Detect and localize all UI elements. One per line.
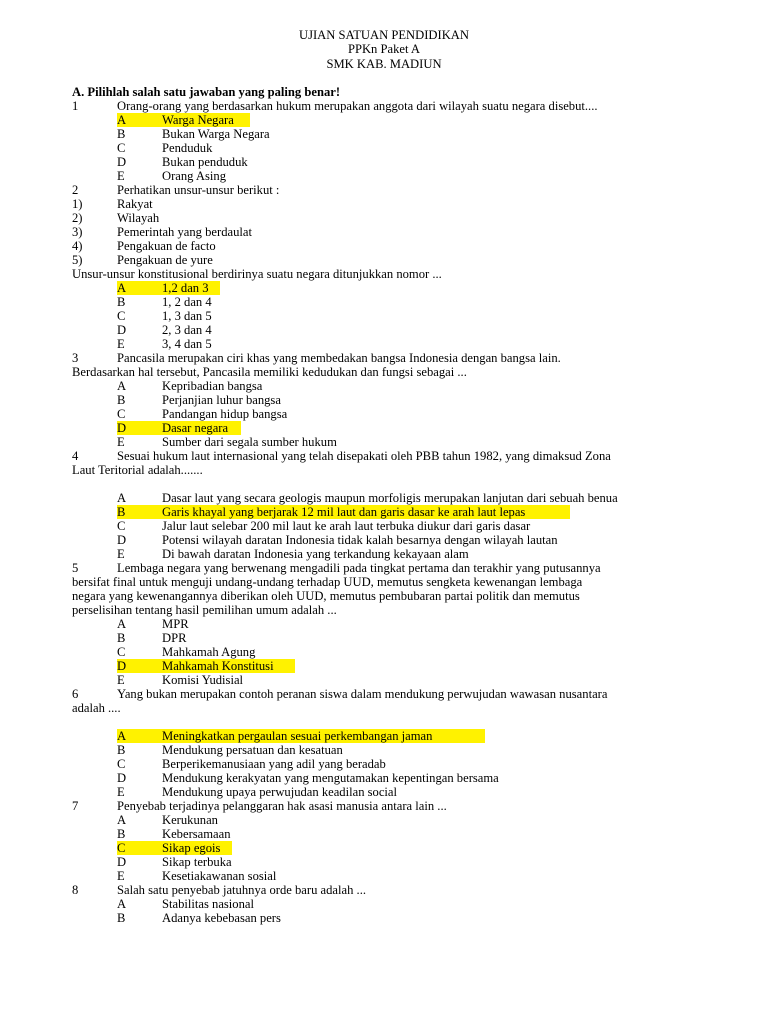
option-text: Dasar negara	[162, 421, 229, 435]
item-text: Rakyat	[117, 197, 153, 211]
question-text: Penyebab terjadinya pelanggaran hak asasi manusia antara lain ...	[117, 799, 447, 813]
section-instruction: A. Pilihlah salah satu jawaban yang paling benar!	[72, 85, 341, 99]
question-text-cont: Laut Teritorial adalah.......	[72, 463, 203, 477]
question-text: Pancasila merupakan ciri khas yang membedakan bangsa Indonesia dengan bangsa lain.	[117, 351, 561, 365]
exam-title: UJIAN SATUAN PENDIDIKAN	[298, 28, 469, 42]
question-text-cont: bersifat final untuk menguji undang-undang terhadap UUD, memutus sengketa kewenangan lembaga	[72, 575, 583, 589]
option-text: Kesetiakawanan sosial	[162, 869, 277, 883]
option-letter: C	[117, 141, 126, 155]
option-letter: E	[117, 435, 125, 449]
item-text: Pengakuan de facto	[117, 239, 216, 253]
option-letter: E	[117, 785, 125, 799]
option-letter: B	[117, 827, 126, 841]
option-text: Warga Negara	[162, 113, 234, 127]
option-text: Adanya kebebasan pers	[162, 911, 281, 925]
item-text: Wilayah	[117, 211, 160, 225]
option-answer[interactable]	[117, 113, 250, 127]
option-letter: D	[117, 533, 127, 547]
option-letter: E	[117, 169, 125, 183]
option-letter: D	[117, 855, 127, 869]
option-text: MPR	[162, 617, 189, 631]
question-text: Salah satu penyebab jatuhnya orde baru adalah ...	[117, 883, 366, 897]
option-letter: A	[117, 813, 127, 827]
option-letter: B	[117, 743, 126, 757]
item-number: 2)	[72, 211, 83, 225]
option-text: Bukan Warga Negara	[162, 127, 270, 141]
option-letter: B	[117, 393, 126, 407]
option-text: Kepribadian bangsa	[162, 379, 263, 393]
option-letter: E	[117, 869, 125, 883]
question-number: 4	[72, 449, 79, 463]
option-letter: E	[117, 673, 125, 687]
option-answer[interactable]	[117, 281, 220, 295]
option-text: Orang Asing	[162, 169, 227, 183]
option-letter: A	[117, 281, 127, 295]
item-text: Pemerintah yang berdaulat	[117, 225, 252, 239]
option-text: Mahkamah Konstitusi	[162, 659, 274, 673]
option-text: 3, 4 dan 5	[162, 337, 212, 351]
option-letter: A	[117, 379, 127, 393]
question-stem: Unsur-unsur konstitusional berdirinya suatu negara ditunjukkan nomor ...	[72, 267, 442, 281]
option-text: Dasar laut yang secara geologis maupun morfoligis merupakan lanjutan dari sebuah benua	[162, 491, 618, 505]
option-letter: D	[117, 323, 127, 337]
option-letter: A	[117, 729, 127, 743]
option-letter: B	[117, 295, 126, 309]
option-text: Kerukunan	[162, 813, 218, 827]
option-letter: A	[117, 897, 127, 911]
option-letter: B	[117, 631, 126, 645]
option-text: Garis khayal yang berjarak 12 mil laut dan garis dasar ke arah laut lepas	[162, 505, 526, 519]
option-answer[interactable]	[117, 841, 232, 855]
option-text: Perjanjian luhur bangsa	[162, 393, 281, 407]
question-text-cont: perselisihan tentang hasil pemilihan umum adalah ...	[72, 603, 337, 617]
question-text: Yang bukan merupakan contoh peranan siswa dalam mendukung perwujudan wawasan nusantara	[117, 687, 608, 701]
option-letter: D	[117, 421, 127, 435]
option-letter: D	[117, 659, 127, 673]
option-letter: C	[117, 841, 126, 855]
question-text: Lembaga negara yang berwenang mengadili pada tingkat pertama dan terakhir yang putusannya	[117, 561, 601, 575]
option-text: Mendukung kerakyatan yang mengutamakan kepentingan bersama	[162, 771, 499, 785]
option-text: Di bawah daratan Indonesia yang terkandung kekayaan alam	[162, 547, 469, 561]
option-text: Mahkamah Agung	[162, 645, 256, 659]
option-answer[interactable]	[117, 659, 295, 673]
item-number: 4)	[72, 239, 83, 253]
option-text: 1, 3 dan 5	[162, 309, 212, 323]
option-text: Sikap terbuka	[162, 855, 232, 869]
option-letter: D	[117, 155, 127, 169]
option-text: Stabilitas nasional	[162, 897, 254, 911]
option-answer[interactable]	[117, 729, 485, 743]
option-answer[interactable]	[117, 505, 570, 519]
question-text-cont: negara yang kewenangannya diberikan oleh UUD, memutus pembubaran partai politik dan memutus	[72, 589, 580, 603]
option-answer[interactable]	[117, 421, 241, 435]
option-text: Kebersamaan	[162, 827, 231, 841]
option-letter: A	[117, 617, 127, 631]
option-letter: C	[117, 407, 126, 421]
item-text: Pengakuan de yure	[117, 253, 213, 267]
option-text: Penduduk	[162, 141, 213, 155]
option-text: Sumber dari segala sumber hukum	[162, 435, 337, 449]
question-number: 6	[72, 687, 79, 701]
item-number: 5)	[72, 253, 83, 267]
question-number: 8	[72, 883, 79, 897]
exam-subject: PPKn Paket A	[347, 42, 421, 56]
item-number: 1)	[72, 197, 83, 211]
option-letter: B	[117, 911, 126, 925]
option-text: DPR	[162, 631, 187, 645]
question-text: Perhatikan unsur-unsur berikut :	[117, 183, 280, 197]
option-letter: C	[117, 645, 126, 659]
item-number: 3)	[72, 225, 83, 239]
question-text: Sesuai hukum laut internasional yang telah disepakati oleh PBB tahun 1982, yang dimaksud Zona	[117, 449, 611, 463]
option-letter: A	[117, 113, 127, 127]
option-letter: E	[117, 547, 125, 561]
option-letter: C	[117, 519, 126, 533]
option-text: 1, 2 dan 4	[162, 295, 212, 309]
question-text: Orang-orang yang berdasarkan hukum merupakan anggota dari wilayah suatu negara disebut....	[117, 99, 598, 113]
option-letter: C	[117, 757, 126, 771]
option-letter: A	[117, 491, 127, 505]
question-number: 2	[72, 183, 79, 197]
option-text: Potensi wilayah daratan Indonesia tidak kalah besarnya dengan wilayah lautan	[162, 533, 558, 547]
option-letter: B	[117, 505, 126, 519]
question-number: 5	[72, 561, 79, 575]
option-text: Berperikemanusiaan yang adil yang beradab	[162, 757, 386, 771]
exam-school: SMK KAB. MADIUN	[326, 57, 442, 71]
option-letter: E	[117, 337, 125, 351]
option-text: Meningkatkan pergaulan sesuai perkembangan jaman	[162, 729, 433, 743]
option-letter: B	[117, 127, 126, 141]
option-text: Pandangan hidup bangsa	[162, 407, 288, 421]
option-letter: D	[117, 771, 127, 785]
question-number: 7	[72, 799, 79, 813]
question-number: 1	[72, 99, 79, 113]
option-text: Mendukung persatuan dan kesatuan	[162, 743, 343, 757]
option-text: Komisi Yudisial	[162, 673, 244, 687]
option-text: Sikap egois	[162, 841, 221, 855]
option-text: Bukan penduduk	[162, 155, 248, 169]
question-text-cont: Berdasarkan hal tersebut, Pancasila memiliki kedudukan dan fungsi sebagai ...	[72, 365, 467, 379]
question-number: 3	[72, 351, 79, 365]
option-text: 2, 3 dan 4	[162, 323, 212, 337]
option-text: Mendukung upaya perwujudan keadilan social	[162, 785, 398, 799]
option-text: 1,2 dan 3	[162, 281, 209, 295]
question-text-cont: adalah ....	[72, 701, 121, 715]
option-text: Jalur laut selebar 200 mil laut ke arah laut terbuka diukur dari garis dasar	[162, 519, 531, 533]
option-letter: C	[117, 309, 126, 323]
